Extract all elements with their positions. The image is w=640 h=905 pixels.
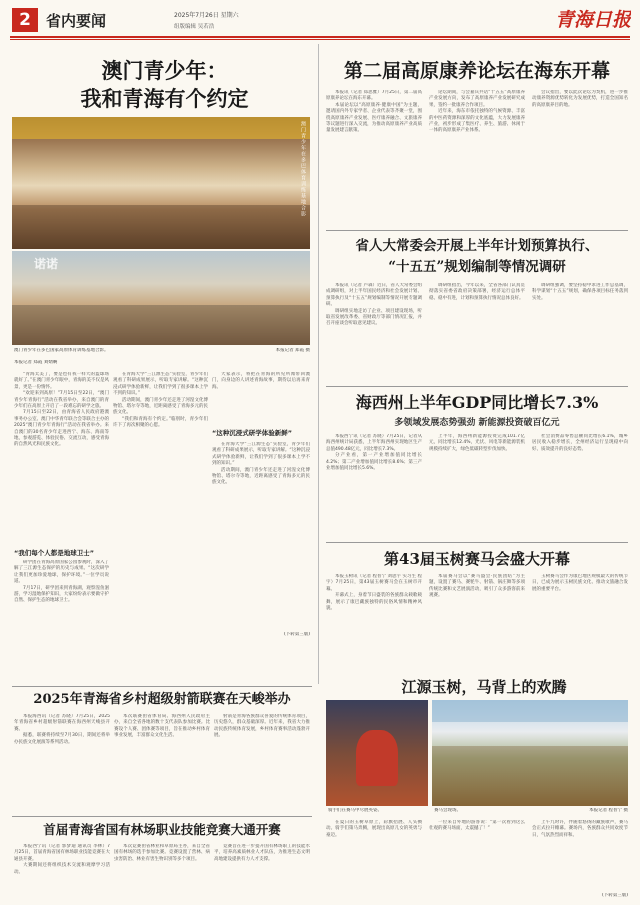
macau-photo-credit: 本报记者 郑霞 摄 <box>275 348 310 353</box>
macau-col2 <box>113 372 208 640</box>
jiangyuan-continued: (下转第三版) <box>601 893 628 898</box>
macau-subhead2: “这种沉浸式研学体验新鲜” <box>212 429 293 436</box>
macau-col1 <box>14 372 109 544</box>
photo-audience <box>12 205 310 249</box>
paragraph: 开幕式上，身着节日盛装的各族群众载歌载舞，展示了康巴藏族独特的民俗风情和精神风貌。 <box>326 593 422 612</box>
divider <box>326 230 628 231</box>
paragraph: 活动期间，澳门青少年还走进了河湟文化博物馆、塔尔寺等地，近距离感受了青海多元的民族文化。 <box>212 467 310 486</box>
paragraph: 玉树赛马会作为康巴地区规模最大的传统节日，已成为展示玉树民族文化、推动文旅融合发展的重要平台。 <box>532 574 628 592</box>
header-rule-thin <box>10 39 630 40</box>
paragraph: 本报讯（记者 芦森）近日，省人大常委会组成调研组，对上半年国民经济和社会发展计划、预算执行及“十五五”规划编制等情况开展专题调研。 <box>326 283 422 308</box>
paragraph: 上午九时许，伴随着悠扬的藏族歌声，赛马会正式拉开帷幕。赛场内，各族群众共同欢度节日，气氛热烈而祥和。 <box>532 820 628 838</box>
paragraph: 社会消费品零售总额同比增长6.1%，城乡居民收入稳步增长，全州经济运行呈现稳中向好、质效提升的良好态势。 <box>532 434 628 452</box>
paragraph: 分产业看，第一产业增加值同比增长4.2%；第二产业增加值同比增长8.6%；第三产业增加值同比增长5.6%。 <box>326 453 422 472</box>
macau-photo-group <box>12 251 310 345</box>
macau-continued: (下转第三版) <box>283 632 310 637</box>
paragraph: 大赛期间还将组织技术交流和观摩学习活动。 <box>14 863 110 875</box>
vocational-col3 <box>214 844 310 902</box>
photo-group-people <box>12 305 310 345</box>
paragraph: 本届论坛以“高原康养·健康中国”为主题，邀请国内外专家学者、企业代表等齐聚一堂，围绕高原康养产业发展、医疗康养融合、文旅康养等议题进行深入交流，为推动高原康养产业高质量发展建言献策。 <box>326 102 422 134</box>
paragraph: 本次竞赛由省林业和草原局主办，来自全省国有林场的选手参加比赛。竞赛设置了营林、病虫害防治、林业有害生物识别等多个项目。 <box>114 844 210 862</box>
paragraph: 竞赛旨在进一步提升国有林场职工的技能水平，培养高素质林业人才队伍，为推进生态文明高地建设提供有力人才支撑。 <box>214 844 310 862</box>
paragraph: 近年来，海东市依托独特的气候资源、丰富的中医药资源和深厚的文化底蕴，大力发展康养产业，初步形成了集医疗、养生、旅游、休闲于一体的高原康养产业体系。 <box>429 109 525 134</box>
macau-subhead1: “我们每个人都是地球卫士” <box>14 549 95 556</box>
paragraph: 会议指出，要以此次论坛为契机，进一步推动康养资源优势转化为发展优势，打造全国知名的高原康养目的地。 <box>532 90 628 108</box>
paragraph: 据悉，联赛将持续至7月30日，期间还将举办民族文化展演等系列活动。 <box>14 733 110 745</box>
paragraph: 在青海大学“三江源生态”实验室，青少年们观看了科研成果展示，听取专家讲解。“这种沉浸式研学体验新鲜，让我们学到了很多课本上学不到的知识。” <box>113 372 208 397</box>
paragraph: 本报西宁讯（记者 苏晓）7月25日，记者从海西州统计局获悉，上半年海西州实现地区生产总值490.48亿元，同比增长7.3%。 <box>326 434 422 452</box>
editor-line: 组版编辑 吴若浩 <box>174 24 215 30</box>
vocational-headline: 首届青海省国有林场职业技能竞赛大通开赛 <box>43 822 281 837</box>
forum-col1 <box>326 90 422 228</box>
paragraph: 活动期间，澳门青少年还走进了河湟文化博物馆、塔尔寺等地，近距离感受了青海多元的民族文化。 <box>113 397 208 416</box>
paragraph: 在青海大学“三江源生态”实验室，青少年们观看了科研成果展示，听取专家讲解。“这种沉浸式研学体验新鲜，让我们学到了很多课本上学不到的知识。” <box>212 442 310 467</box>
shooting-col1 <box>14 714 110 812</box>
paragraph: 论坛期间，与会嘉宾共话“十五五”高原康养产业发展方向，发布了高原康养产业发展研究成果，签约一批康养合作项目。 <box>429 90 525 108</box>
macau-headline-line1: 澳门青少年： <box>101 58 228 83</box>
shooting-headline: 2025年青海省乡村超级射箭联赛在天峻举办 <box>33 692 291 707</box>
gdp-col1 <box>326 434 422 540</box>
paragraph: 在夏日的玉树草原上，彩旗招展、人头攒动。骑手们策马奔腾，展现出高原儿女的英勇与豪迈。 <box>326 820 422 838</box>
page-number: 2 <box>12 8 38 32</box>
divider <box>326 386 628 387</box>
jiangyuan-col2 <box>429 820 525 900</box>
npc-headline-line1: 省人大常委会开展上半年计划预算执行、 <box>355 238 599 254</box>
forum-headline: 第二届高原康养论坛在海东开幕 <box>343 60 610 82</box>
photo-ceiling-lights <box>12 117 310 139</box>
macau-headline-line2: 我和青海有个约定 <box>80 86 249 111</box>
paragraph: 本届赛马会以“赛马盛会·民族团结”为主题，设置了赛马、赛牦牛、射箭、锅庄舞等多项传统比赛和文艺展演活动，吸引了众多游客前来观赛。 <box>429 574 525 599</box>
section-title: 省内要闻 <box>46 12 107 30</box>
npc-col2 <box>429 283 525 383</box>
photo-credit: 本报记者 程普宁 摄 <box>589 808 628 813</box>
forum-col2 <box>429 90 525 228</box>
macau-col3-top <box>212 372 310 422</box>
macau-subhead1-wrap <box>14 548 109 556</box>
shooting-col3 <box>214 714 310 812</box>
gdp-subheadline: 多领域发展态势强劲 新能源投资破百亿元 <box>394 418 560 428</box>
macau-col3 <box>212 442 310 630</box>
photo-horse-rider <box>326 700 428 806</box>
paragraph: 大家表示，将把在青海的所见所闻带回澳门，向身边的人讲述青海故事，期待以后再来青海。 <box>212 372 310 390</box>
gdp-col2 <box>429 434 525 540</box>
paragraph: 本报海西讯（记者 苏晓）7月25日，2025年青海省乡村超级射箭联赛在海西州天峻县开赛。 <box>14 714 110 732</box>
npc-col1 <box>326 283 422 383</box>
paragraph: “青海太美了，要是也有我一样大的篮球场就好了。”在澳门青少年眼中，青海的美不仅是风景，更是一份情怀。 <box>14 372 109 390</box>
paragraph: 调研组强调，要坚持稳中求进工作总基调，科学谋划“十五五”规划，确保各项目标任务落到实处。 <box>532 283 628 301</box>
photo-crowd <box>432 746 628 806</box>
paragraph: 调研组指出，今年以来，全省各部门认真贯彻落实省委省政府决策部署，经济运行总体平稳、稳中有进，计划和预算执行情况总体良好。 <box>429 283 525 301</box>
jiangyuan-col1 <box>326 820 422 900</box>
macau-subhead2-wrap <box>212 428 310 436</box>
jiangyuan-headline: 江源玉树，马背上的欢腾 <box>401 678 567 696</box>
macau-byline: 本报记者 郑霞 刘婧娴 <box>14 360 58 365</box>
divider <box>12 686 312 687</box>
photo-vertical-caption: 澳门青少年在多巴体育训练基地合影 <box>300 121 306 217</box>
paragraph: “我们和青海有个约定。”临别时，青少年们许下了再次相聚的心愿。 <box>113 416 208 429</box>
issue-date: 2025年7月26日 星期六 <box>174 12 239 19</box>
paragraph: 一位来自外地的游客说：“第一次看到这么壮观的赛马场面，太震撼了！” <box>429 820 525 832</box>
gdp-col3 <box>532 434 628 540</box>
horse-race-col1 <box>326 574 422 674</box>
photo-rider-figure <box>356 730 398 786</box>
photo-caption-left: 骑手们在赛马中尽展英姿。 <box>328 808 382 813</box>
gdp-headline: 海西州上半年GDP同比增长7.3% <box>355 393 599 412</box>
paragraph: 本报西宁讯（记者 郭梦迪 通讯员 李林）7月25日，首届青海省国有林场职业技能竞赛在大通县开赛。 <box>14 844 110 862</box>
macau-col1-b <box>14 560 109 640</box>
macau-photo-caption: 澳门青少年在多巴国家高原体育训练基地合影。 <box>14 348 109 353</box>
npc-headline-line2: “十五五”规划编制等情况调研 <box>388 259 566 275</box>
horse-race-col2 <box>429 574 525 674</box>
jiangyuan-col3 <box>532 820 628 892</box>
horse-race-col3 <box>532 574 628 674</box>
horse-race-headline: 第43届玉树赛马会盛大开幕 <box>384 550 570 568</box>
vocational-col2 <box>114 844 210 902</box>
paragraph: 射箭是青海各族群众喜爱的传统体育项目，历史悠久，群众基础深厚。近年来，我省大力推动民族传统体育发展，乡村体育赛事活动蓬勃开展。 <box>214 714 310 739</box>
shooting-col2 <box>114 714 210 812</box>
forum-col3 <box>532 90 628 228</box>
macau-photo-classroom <box>12 117 310 249</box>
vocational-col1 <box>14 844 110 902</box>
paragraph: 本次联赛由省体育局、海西州人民政府主办，来自全省各地的数十支代表队参加比赛。比赛设个人赛、团体赛等项目，旨在推动乡村体育事业发展，丰富群众文化生活。 <box>114 714 210 739</box>
photo-racecourse <box>432 700 628 806</box>
divider <box>326 542 628 543</box>
paragraph: 调研组实地走访了企业、项目建设现场，听取省发展改革委、省财政厅等部门情况汇报，并召开座谈会听取意见建议。 <box>326 308 422 327</box>
photo-sky <box>432 700 628 722</box>
paragraph: 研学团在青海高原国家公园参观时，深入了解了三江源生态保护的历史与成果。“这次研学让我们更加珍爱地球，保护环境。”一位学员说道。 <box>14 560 109 585</box>
header-rule <box>10 36 630 38</box>
paragraph: 本报讯（记者 郑思雅）7月25日，第二届高原康养论坛在海东开幕。 <box>326 90 422 102</box>
paragraph: 7月17日，研学团来到青海湖，观察湟鱼洄游，学习湿地保护知识，大家纷纷表示要做守护自然、保护生态的地球卫士。 <box>14 585 109 604</box>
npc-col3 <box>532 283 628 383</box>
column-divider <box>318 44 319 684</box>
paragraph: 本报玉树讯（记者 程普宁 刘思宇 实习生 程宇）7月25日，第43届玉树赛马会在玉树市开幕。 <box>326 574 422 592</box>
paragraph: 7月15日至22日，由青海省人民政府港澳事务办公室、澳门中华青年联合会等联合主办的2025“澳门青少年青海行”活动在我省举办。来自澳门的30名青少年走进西宁、海东、海南等地，参观游览、体验民俗、交流互动，感受青海的自然风光和民族文化。 <box>14 410 109 448</box>
paragraph: 上半年，海西州新能源投资完成101.7亿元，同比增长12.4%，光伏、风电等新能源装机规模持续扩大，绿色低碳转型步伐加快。 <box>429 434 525 452</box>
photo-caption-right: 赛马会现场。 <box>434 808 461 813</box>
masthead-logo: 青海日报 <box>554 9 631 31</box>
divider <box>12 816 312 817</box>
paragraph: “欢迎来到高原！”7月15日至22日，“澳门青少年青海行”活动在我省举办，来自澳门的青少年们在高原上开启了一段难忘的研学之旅。 <box>14 391 109 410</box>
photo-sign-text: 诺诺 <box>34 257 59 271</box>
